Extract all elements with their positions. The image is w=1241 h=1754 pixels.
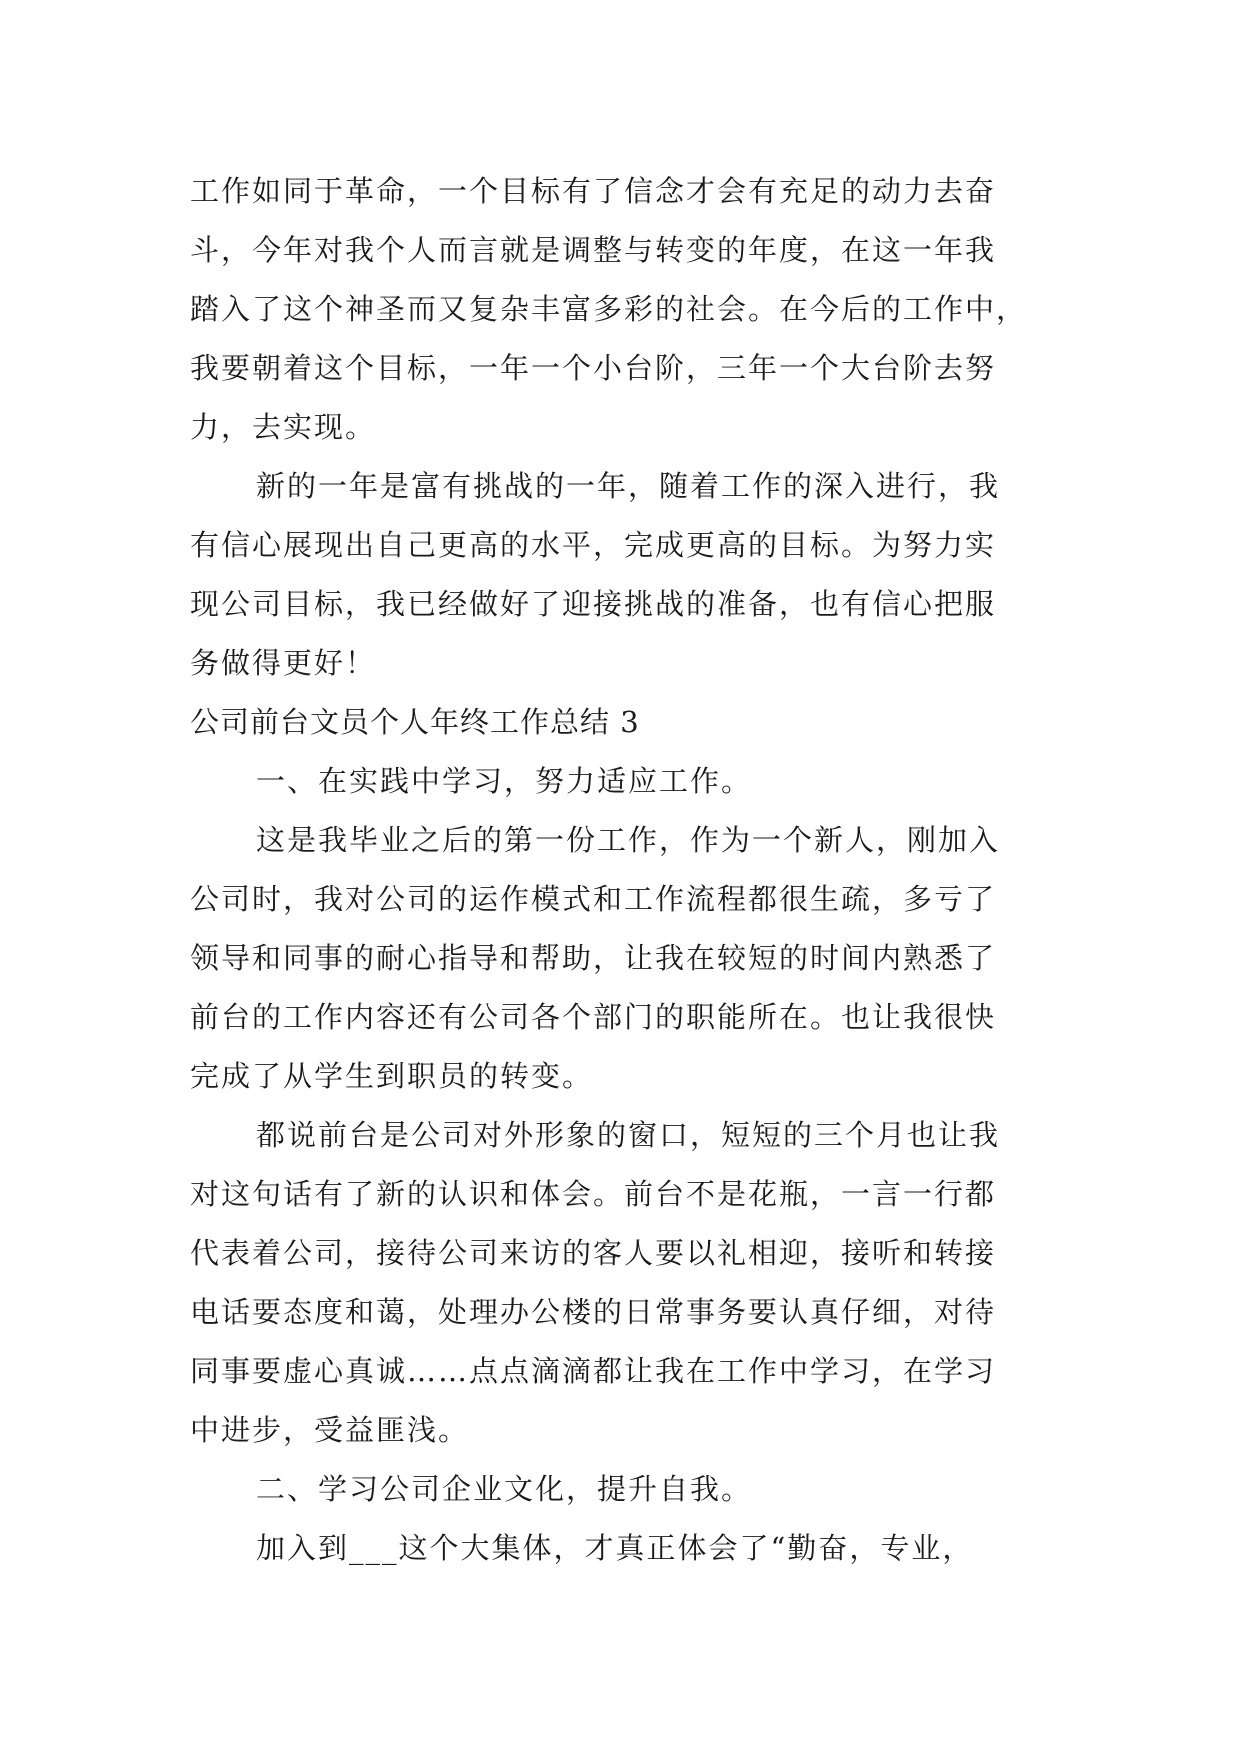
subheading-line: 一、在实践中学习，努力适应工作。 xyxy=(256,764,753,798)
paragraph-start-line: 都说前台是公司对外形象的窗口，短短的三个月也让我 xyxy=(256,1118,1001,1152)
text-line: 中进步，受益匪浅。 xyxy=(190,1413,470,1447)
text-line: 现公司目标，我已经做好了迎接挑战的准备，也有信心把服 xyxy=(190,587,997,621)
text-line: 我要朝着这个目标，一年一个小台阶，三年一个大台阶去努 xyxy=(190,351,997,385)
section-title: 公司前台文员个人年终工作总结 3 xyxy=(190,705,640,739)
text-line: 斗，今年对我个人而言就是调整与转变的年度，在这一年我 xyxy=(190,233,997,267)
text-line: 工作如同于革命，一个目标有了信念才会有充足的动力去奋 xyxy=(190,174,997,208)
paragraph-start-line: 这是我毕业之后的第一份工作，作为一个新人，刚加入 xyxy=(256,823,1001,857)
text-line: 有信心展现出自己更高的水平，完成更高的目标。为努力实 xyxy=(190,528,997,562)
text-line: 前台的工作内容还有公司各个部门的职能所在。也让我很快 xyxy=(190,1000,997,1034)
text-line: 踏入了这个神圣而又复杂丰富多彩的社会。在今后的工作中， xyxy=(190,292,1028,326)
document-page xyxy=(190,162,1090,1578)
text-line: 力，去实现。 xyxy=(190,410,377,444)
paragraph-start-line: 新的一年是富有挑战的一年，随着工作的深入进行，我 xyxy=(256,469,1001,503)
text-line: 完成了从学生到职员的转变。 xyxy=(190,1059,594,1093)
text-line: 对这句话有了新的认识和体会。前台不是花瓶，一言一行都 xyxy=(190,1177,997,1211)
text-line: 公司时，我对公司的运作模式和工作流程都很生疏，多亏了 xyxy=(190,882,997,916)
text-line: 代表着公司，接待公司来访的客人要以礼相迎，接听和转接 xyxy=(190,1236,997,1270)
paragraph-start-line: 加入到___这个大集体，才真正体会了“勤奋，专业， xyxy=(256,1531,974,1565)
subheading-line: 二、学习公司企业文化，提升自我。 xyxy=(256,1472,753,1506)
text-line: 领导和同事的耐心指导和帮助，让我在较短的时间内熟悉了 xyxy=(190,941,997,975)
text-line: 务做得更好！ xyxy=(190,646,377,680)
text-line: 电话要态度和蔼，处理办公楼的日常事务要认真仔细，对待 xyxy=(190,1295,997,1329)
text-line: 同事要虚心真诚……点点滴滴都让我在工作中学习，在学习 xyxy=(190,1354,997,1388)
